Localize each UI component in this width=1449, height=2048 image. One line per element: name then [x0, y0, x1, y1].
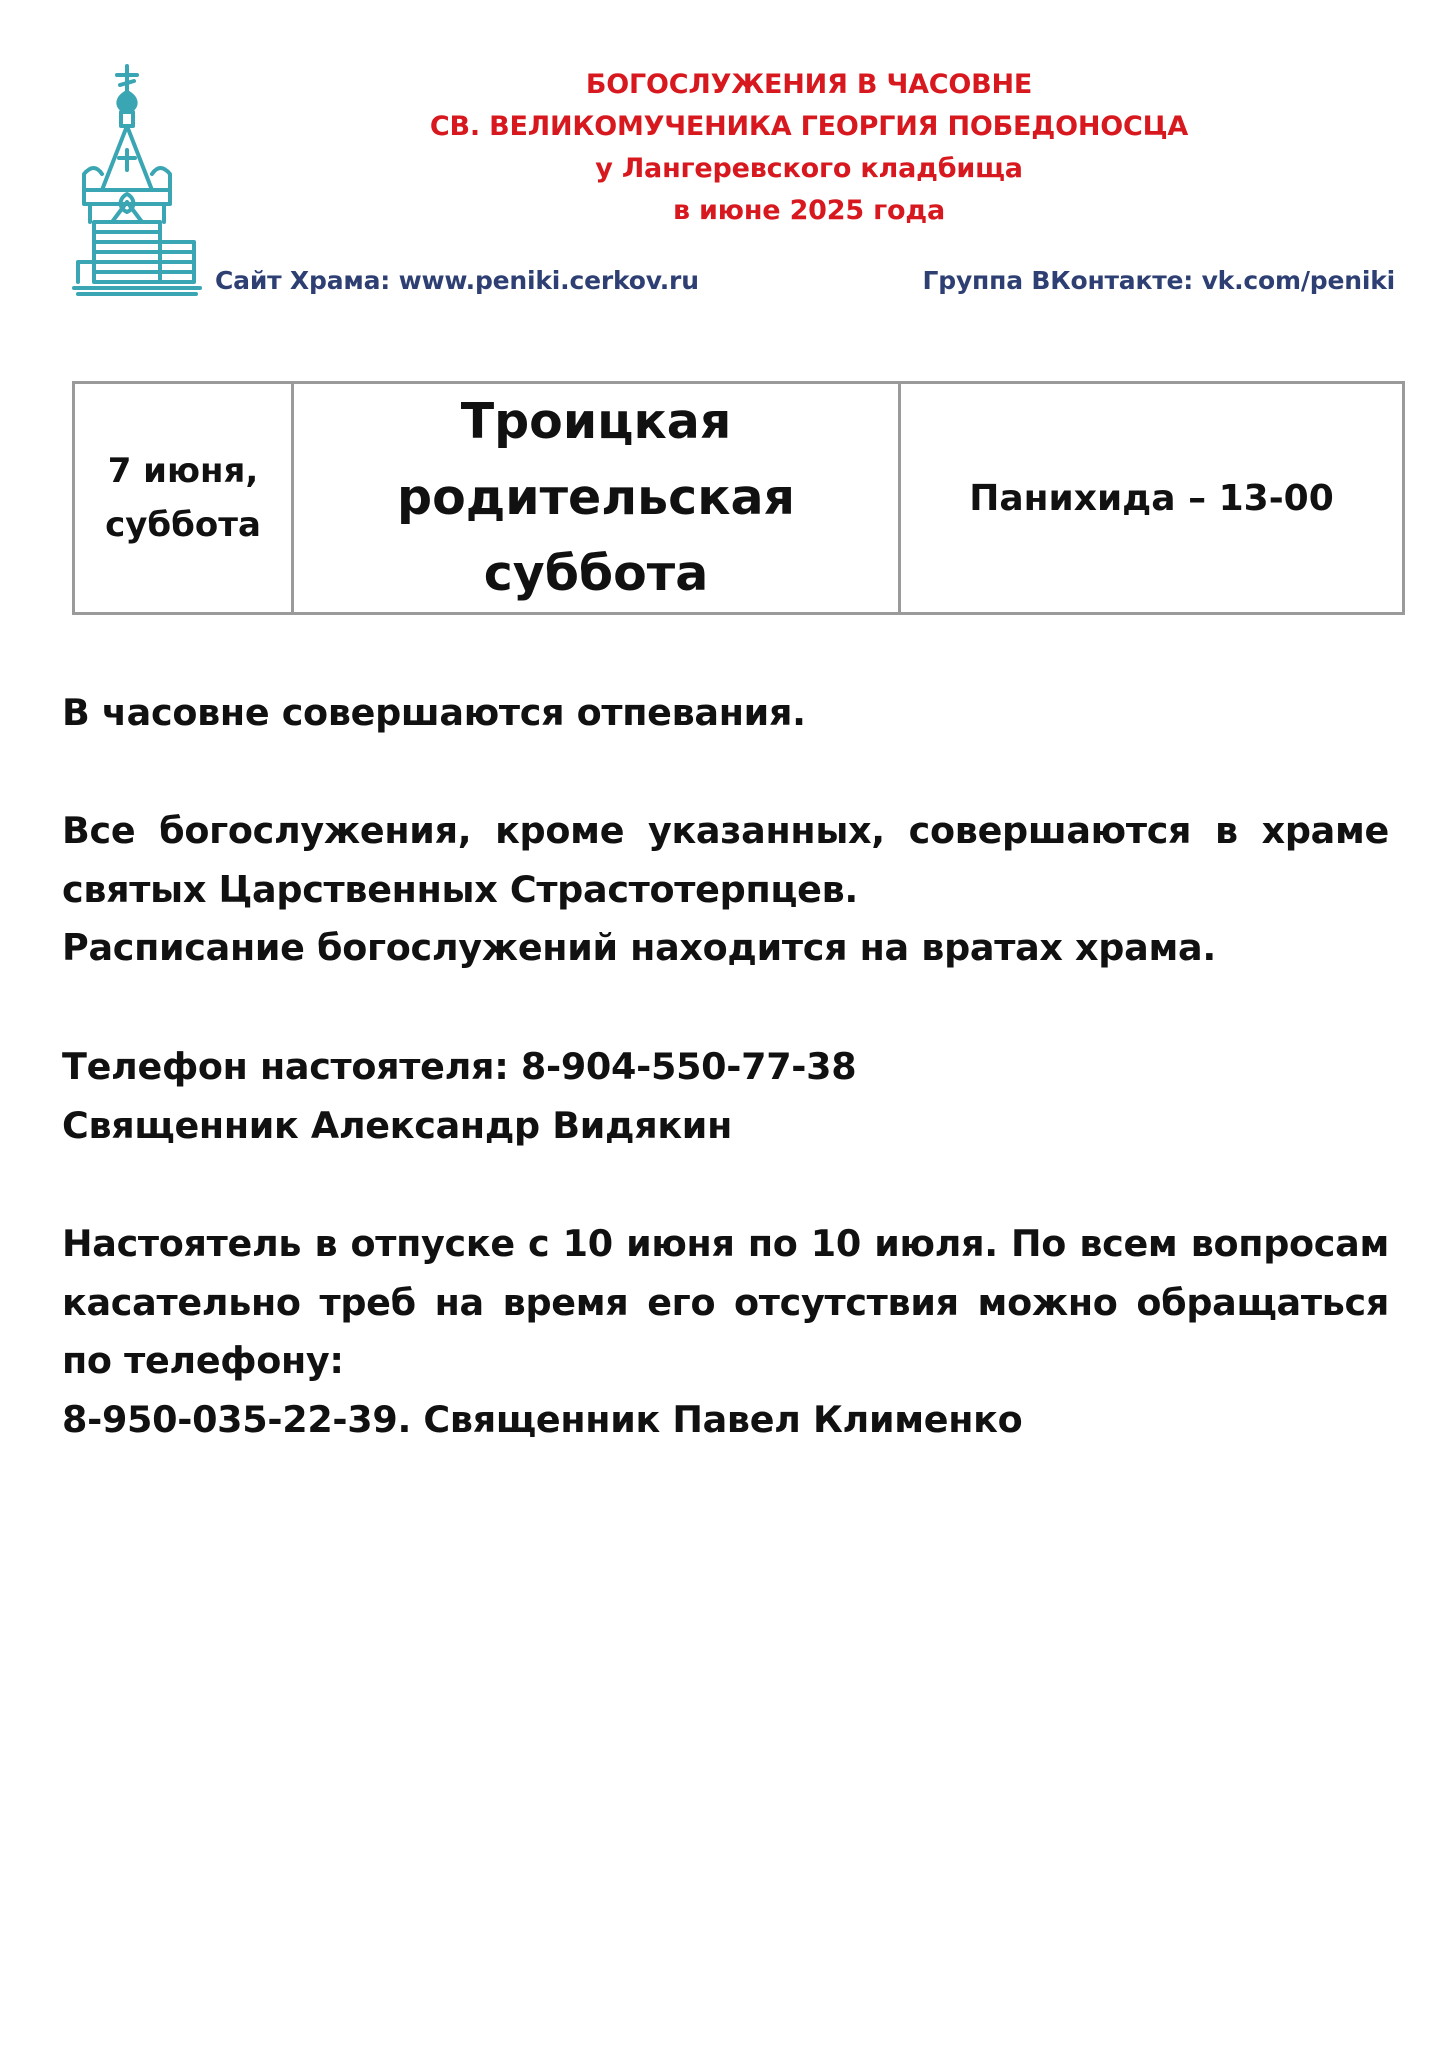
service-cell — [900, 383, 1404, 614]
substitute-contact: 8-950-035-22-39. Священник Павел Клименко — [62, 1397, 1023, 1441]
services-location-note — [62, 802, 1389, 978]
service-date: 7 июня, — [107, 451, 259, 491]
funerals-note — [62, 684, 1389, 743]
rector-contact — [62, 1038, 1389, 1155]
rector-phone: Телефон настоятеля: 8-904-550-77-38 — [62, 1045, 857, 1088]
event-name-line: Троицкая — [460, 393, 732, 450]
note-line: Расписание богослужений находится на вратах храма. — [62, 926, 1216, 969]
note-line: Настоятель в отпуске с 10 июня по 10 июля. По всем вопросам — [62, 1222, 1389, 1265]
event-name-line: суббота — [483, 545, 709, 602]
title-line: БОГОСЛУЖЕНИЯ В ЧАСОВНЕ — [585, 69, 1033, 100]
church-logo — [72, 62, 204, 300]
event-cell — [293, 383, 900, 614]
note-line: Все богослужения, кроме указанных, совершаются в храме — [62, 809, 1389, 852]
note-line: святых Царственных Страстотерпцев. — [62, 867, 858, 911]
note-line: В часовне совершаются отпевания. — [62, 691, 806, 734]
page-title — [380, 64, 1238, 232]
schedule-table — [72, 381, 1405, 615]
site-link[interactable]: Сайт Храма: www.peniki.cerkov.ru — [215, 266, 699, 295]
title-line: у Лангеревского кладбища — [595, 153, 1023, 184]
note-line: по телефону: — [62, 1339, 344, 1382]
rector-name: Священник Александр Видякин — [62, 1103, 733, 1147]
date-cell — [74, 383, 293, 614]
event-name-line: родительская — [397, 469, 795, 526]
service-weekday: суббота — [105, 505, 261, 545]
vacation-note — [62, 1215, 1389, 1449]
note-line: касательно треб на время его отсутствия можно обращаться — [62, 1280, 1389, 1324]
table-row — [74, 383, 1404, 614]
service-time: Панихида – 13-00 — [969, 477, 1334, 519]
title-line: СВ. ВЕЛИКОМУЧЕНИКА ГЕОРГИЯ ПОБЕДОНОСЦА — [429, 111, 1189, 142]
vk-group-link[interactable]: Группа ВКонтакте: vk.com/peniki — [922, 266, 1395, 295]
title-line: в июне 2025 года — [672, 195, 946, 226]
